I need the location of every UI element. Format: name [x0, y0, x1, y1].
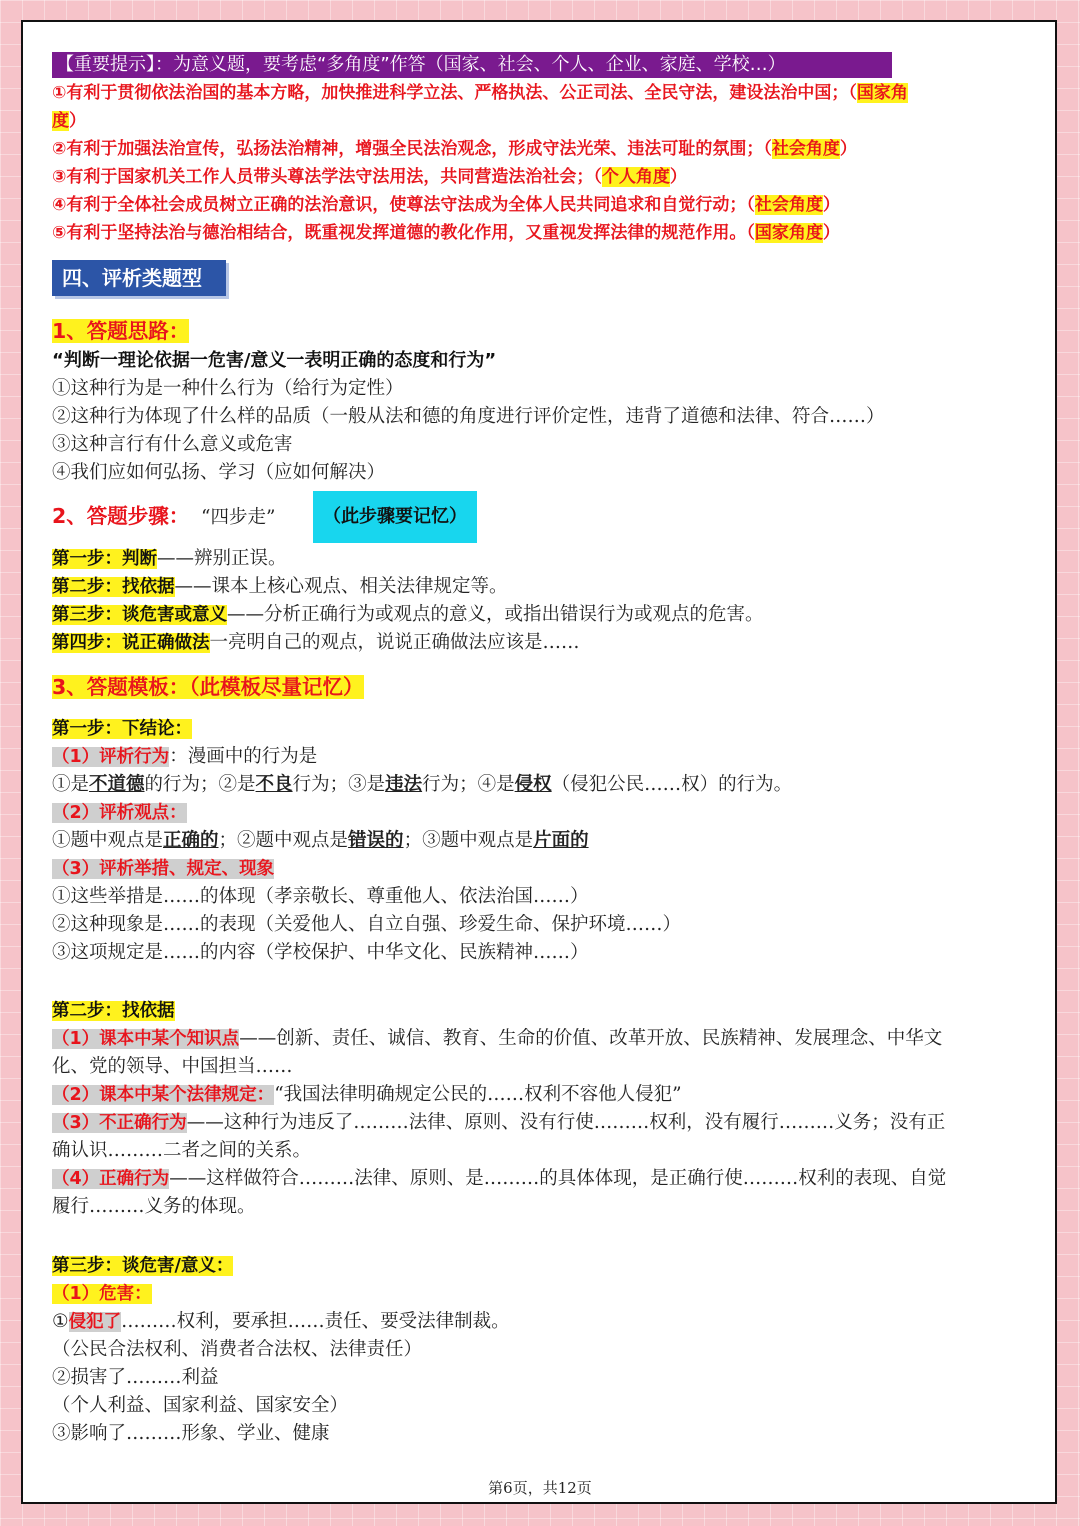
part3-step3-h1-note: （公民合法权利、消费者合法权、法律责任） [52, 1339, 423, 1360]
part2-step-3: 第三步：谈危害或意义——分析正确行为或观点的意义，或指出错误行为或观点的危害。 [52, 604, 764, 625]
part3-step3-sub: （1）危害： [52, 1284, 152, 1304]
memorize-note: （此步骤要记忆） [313, 491, 477, 543]
part1-heading: 1、答题思路： [52, 319, 190, 343]
part3-heading: 3、答题模板：（此模板尽量记忆） [52, 675, 364, 699]
part3-step1-line2: ①题中观点是正确的；②题中观点是错误的；③题中观点是片面的 [52, 830, 589, 851]
part1-line-4: ④我们应如何弘扬、学习（应如何解决） [52, 462, 386, 483]
tip-item-2: ②有利于加强法治宣传，弘扬法治精神，增强全民法治观念，形成守法光荣、违法可耻的氛围；（社会角度） [52, 139, 857, 159]
part2-heading: 2、答题步骤： “四步走” [52, 504, 276, 528]
tip-item-5: ⑤有利于坚持法治与德治相结合，既重视发挥道德的教化作用，又重视发挥法律的规范作用。（国家角度） [52, 223, 840, 243]
part2-step-4: 第四步：说正确做法一亮明自己的观点，说说正确做法应该是…… [52, 632, 580, 653]
part3-step3-label: 第三步：谈危害/意义： [52, 1256, 234, 1276]
part1-formula: “判断一理论依据一危害/意义一表明正确的态度和行为” [52, 350, 497, 371]
part2-step-2: 第二步：找依据——课本上核心观点、相关法律规定等。 [52, 576, 508, 597]
part1-line-3: ③这种言行有什么意义或危害 [52, 434, 293, 455]
part1-line-1: ①这种行为是一种什么行为（给行为定性） [52, 378, 404, 399]
part2-step-1: 第一步：判断——辨别正误。 [52, 548, 287, 569]
part3-step1-sub2: （2）评析观点： [52, 803, 187, 823]
part3-step1-label: 第一步：下结论： [52, 719, 192, 739]
part3-step2-k2: （2）课本中某个法律规定：“我国法律明确规定公民的……权利不容他人侵犯” [52, 1084, 682, 1105]
part3-step2-label: 第二步：找依据 [52, 1001, 175, 1021]
tip-item-4: ④有利于全体社会成员树立正确的法治意识，使尊法守法成为全体人民共同追求和自觉行动；（社会角度） [52, 195, 840, 215]
section-title: 四、评析类题型 [52, 260, 226, 296]
part3-step1-sub3: （3）评析举措、规定、现象 [52, 859, 275, 879]
part3-step3-h2: ②损害了………利益 [52, 1367, 219, 1388]
part3-step3-h2-note: （个人利益、国家利益、国家安全） [52, 1395, 349, 1416]
part3-step2-k4-cont: 履行………义务的体现。 [52, 1196, 256, 1217]
tip-item-3: ③有利于国家机关工作人员带头尊法学法守法用法，共同营造法治社会；（个人角度） [52, 167, 687, 187]
part3-step2-k3: （3）不正确行为——这种行为违反了………法律、原则、没有行使………权利，没有履行………义务；没有正 [52, 1112, 946, 1133]
part3-step3-h1: ①侵犯了………权利，要承担……责任、要受法律制裁。 [52, 1311, 510, 1332]
part3-step3-h3: ③影响了………形象、学业、健康 [52, 1423, 330, 1444]
part3-step1-sub1: （1）评析行为：漫画中的行为是 [52, 746, 318, 767]
page-number: 第6页，共12页 [488, 1479, 592, 1497]
part3-step2-k1-cont: 化、党的领导、中国担当…… [52, 1056, 293, 1077]
part3-step1-l3-2: ②这种现象是……的表现（关爱他人、自立自强、珍爱生命、保护环境……） [52, 914, 682, 935]
part1-line-2: ②这种行为体现了什么样的品质（一般从法和德的角度进行评价定性，违背了道德和法律、符合……） [52, 406, 885, 427]
tip-banner: 【重要提示】：为意义题，要考虑“多角度”作答（国家、社会、个人、企业、家庭、学校…） [52, 52, 892, 78]
part3-step2-k4: （4）正确行为——这样做符合………法律、原则、是………的具体体现，是正确行使………权利的表现、自觉 [52, 1168, 947, 1189]
part3-step1-l3-1: ①这些举措是……的体现（孝亲敬长、尊重他人、依法治国……） [52, 886, 589, 907]
tip-item-1-cont: 度） [52, 111, 86, 131]
part3-step2-k1: （1）课本中某个知识点——创新、责任、诚信、教育、生命的价值、改革开放、民族精神、发展理念、中华文 [52, 1028, 943, 1049]
part3-step1-l3-3: ③这项规定是……的内容（学校保护、中华文化、民族精神……） [52, 942, 589, 963]
tip-item-1: ①有利于贯彻依法治国的基本方略，加快推进科学立法、严格执法、公正司法、全民守法，建设法治中国；（国家角 [52, 83, 908, 103]
part3-step1-line1: ①是不道德的行为；②是不良行为；③是违法行为；④是侵权（侵犯公民……权）的行为。 [52, 774, 793, 795]
part3-step2-k3-cont: 确认识………二者之间的关系。 [52, 1140, 312, 1161]
